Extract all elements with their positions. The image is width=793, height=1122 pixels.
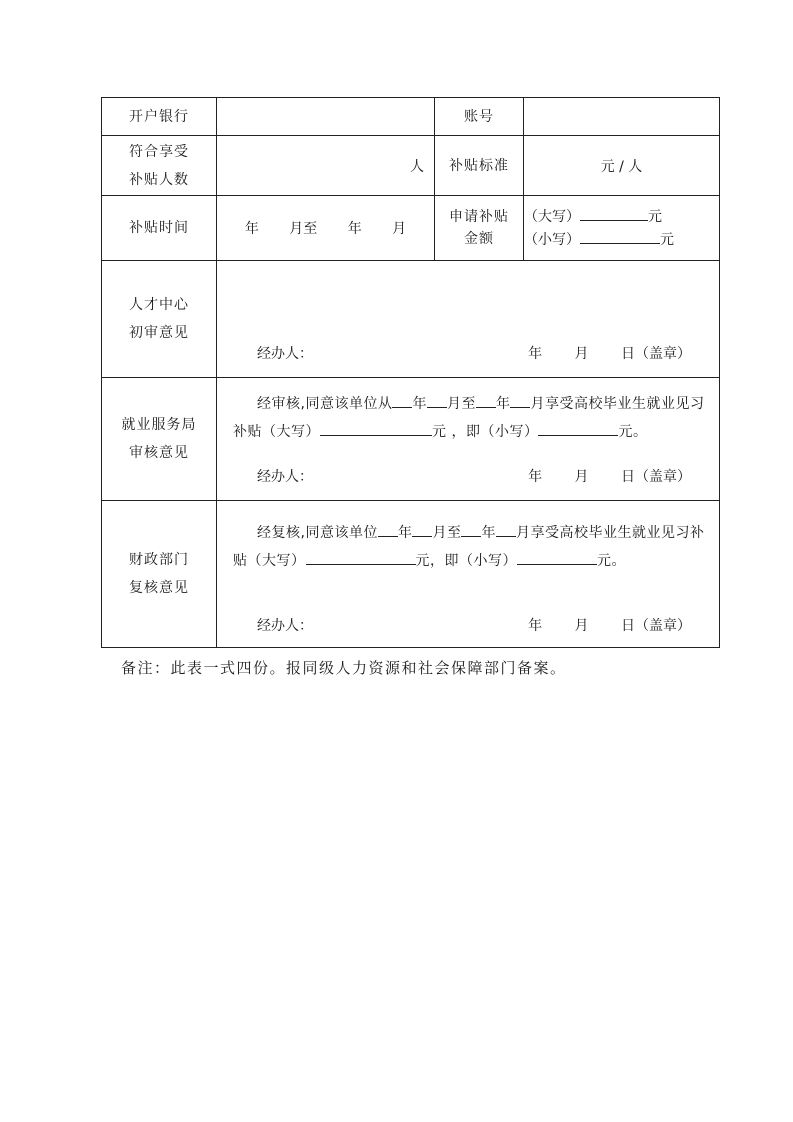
fin-yuan-ji: 元，即（小写） [415, 553, 517, 569]
finance-month: 月 [574, 618, 589, 634]
employment-label [102, 378, 217, 501]
employment-paragraph [233, 390, 711, 446]
standard-unit: 元 / 人 [600, 158, 643, 175]
lower-case-label: （小写） [524, 232, 580, 248]
finance-label [102, 501, 217, 648]
talent-row [102, 261, 720, 378]
emp-blank-year2[interactable] [476, 392, 496, 408]
apply-amount-label [435, 196, 524, 261]
talent-label-line1: 人才中心 [129, 297, 189, 313]
finance-label-line1: 财政部门 [129, 552, 189, 568]
talent-month: 月 [574, 346, 589, 362]
employment-year: 年 [528, 469, 543, 485]
employment-opinion-area[interactable] [217, 378, 720, 501]
fin-blank-month2[interactable] [496, 521, 516, 537]
bank-row [102, 98, 720, 136]
finance-sign-row [257, 615, 691, 635]
period-range-input[interactable] [217, 196, 435, 261]
upper-amount-blank[interactable] [580, 205, 648, 221]
employment-label-line1: 就业服务局 [121, 417, 197, 433]
period-year-1: 年 [244, 221, 259, 237]
upper-case-label: （大写） [524, 209, 580, 225]
fin-blank-month1[interactable] [412, 521, 432, 537]
emp-blank-upper[interactable] [320, 420, 432, 436]
finance-handler: 经办人： [257, 618, 313, 634]
finance-opinion-area[interactable] [217, 501, 720, 648]
amount-lower-line [524, 228, 719, 251]
emp-year2: 年 [495, 396, 511, 412]
standard-label: 补贴标准 [435, 136, 524, 196]
bank-label: 开户银行 [102, 98, 217, 136]
fin-month-to: 月至 [432, 525, 462, 541]
eligible-label-line2: 补贴人数 [129, 171, 189, 188]
fin-t1: 经复核,同意该单位 [257, 525, 378, 541]
period-month-1: 月至 [289, 221, 318, 237]
period-month-2: 月 [392, 221, 407, 237]
fin-year1: 年 [397, 525, 413, 541]
amount-upper-line [524, 205, 719, 228]
period-row [102, 196, 720, 261]
apply-label-line2: 金额 [464, 231, 494, 247]
employment-row [102, 378, 720, 501]
employment-handler: 经办人： [257, 469, 313, 485]
lower-yuan: 元 [660, 232, 674, 248]
fin-blank-year2[interactable] [461, 521, 481, 537]
period-label: 补贴时间 [102, 196, 217, 261]
fin-year2: 年 [481, 525, 496, 541]
talent-label-line2: 初审意见 [129, 325, 189, 341]
finance-label-line2: 复核意见 [129, 580, 189, 596]
eligible-unit: 人 [410, 158, 424, 175]
employment-month: 月 [574, 469, 589, 485]
talent-year: 年 [528, 346, 543, 362]
talent-day-seal: 日（盖章） [621, 346, 691, 362]
employment-day-seal: 日（盖章） [621, 469, 691, 485]
footnote: 备注：此表一式四份。报同级人力资源和社会保障部门备案。 [121, 659, 567, 677]
fin-blank-lower[interactable] [517, 549, 597, 565]
eligible-label-line1: 符合享受 [129, 143, 189, 160]
emp-blank-year1[interactable] [392, 392, 412, 408]
employment-label-line2: 审核意见 [129, 445, 189, 461]
emp-end: 元。 [618, 424, 648, 440]
subsidy-form-table [101, 97, 720, 648]
fin-month-enjoy: 月享受高校毕业生就业见习补贴（大写） [233, 525, 705, 569]
employment-sign-row [257, 466, 691, 486]
apply-label-line1: 申请补贴 [449, 209, 509, 225]
eligible-row [102, 136, 720, 196]
fin-blank-upper[interactable] [306, 549, 416, 565]
emp-blank-month2[interactable] [510, 392, 530, 408]
emp-month-enjoy: 月享受高校毕业生就业见习补贴（大写） [233, 396, 705, 440]
talent-handler: 经办人： [257, 346, 313, 362]
talent-sign-row [257, 343, 691, 363]
finance-paragraph [233, 519, 711, 575]
eligible-count-input[interactable] [217, 136, 435, 196]
finance-row [102, 501, 720, 648]
finance-day-seal: 日（盖章） [621, 618, 691, 634]
emp-yuan-ji: 元 ，即（小写） [432, 424, 539, 440]
talent-opinion-area[interactable] [217, 261, 720, 378]
emp-month-to: 月至 [446, 396, 476, 412]
fin-end: 元。 [597, 553, 626, 569]
talent-label [102, 261, 217, 378]
finance-year: 年 [528, 618, 543, 634]
eligible-label [102, 136, 217, 196]
emp-blank-month1[interactable] [427, 392, 447, 408]
lower-amount-blank[interactable] [580, 228, 660, 244]
account-label: 账号 [435, 98, 524, 136]
account-input[interactable] [524, 98, 720, 136]
apply-amount-input[interactable] [524, 196, 720, 261]
fin-blank-year1[interactable] [378, 521, 398, 537]
upper-yuan: 元 [648, 209, 662, 225]
emp-t1: 经审核,同意该单位从 [257, 396, 393, 412]
bank-input[interactable] [217, 98, 435, 136]
standard-input[interactable] [524, 136, 720, 196]
period-year-2: 年 [347, 221, 362, 237]
emp-blank-lower[interactable] [538, 420, 618, 436]
emp-year1: 年 [412, 396, 427, 412]
